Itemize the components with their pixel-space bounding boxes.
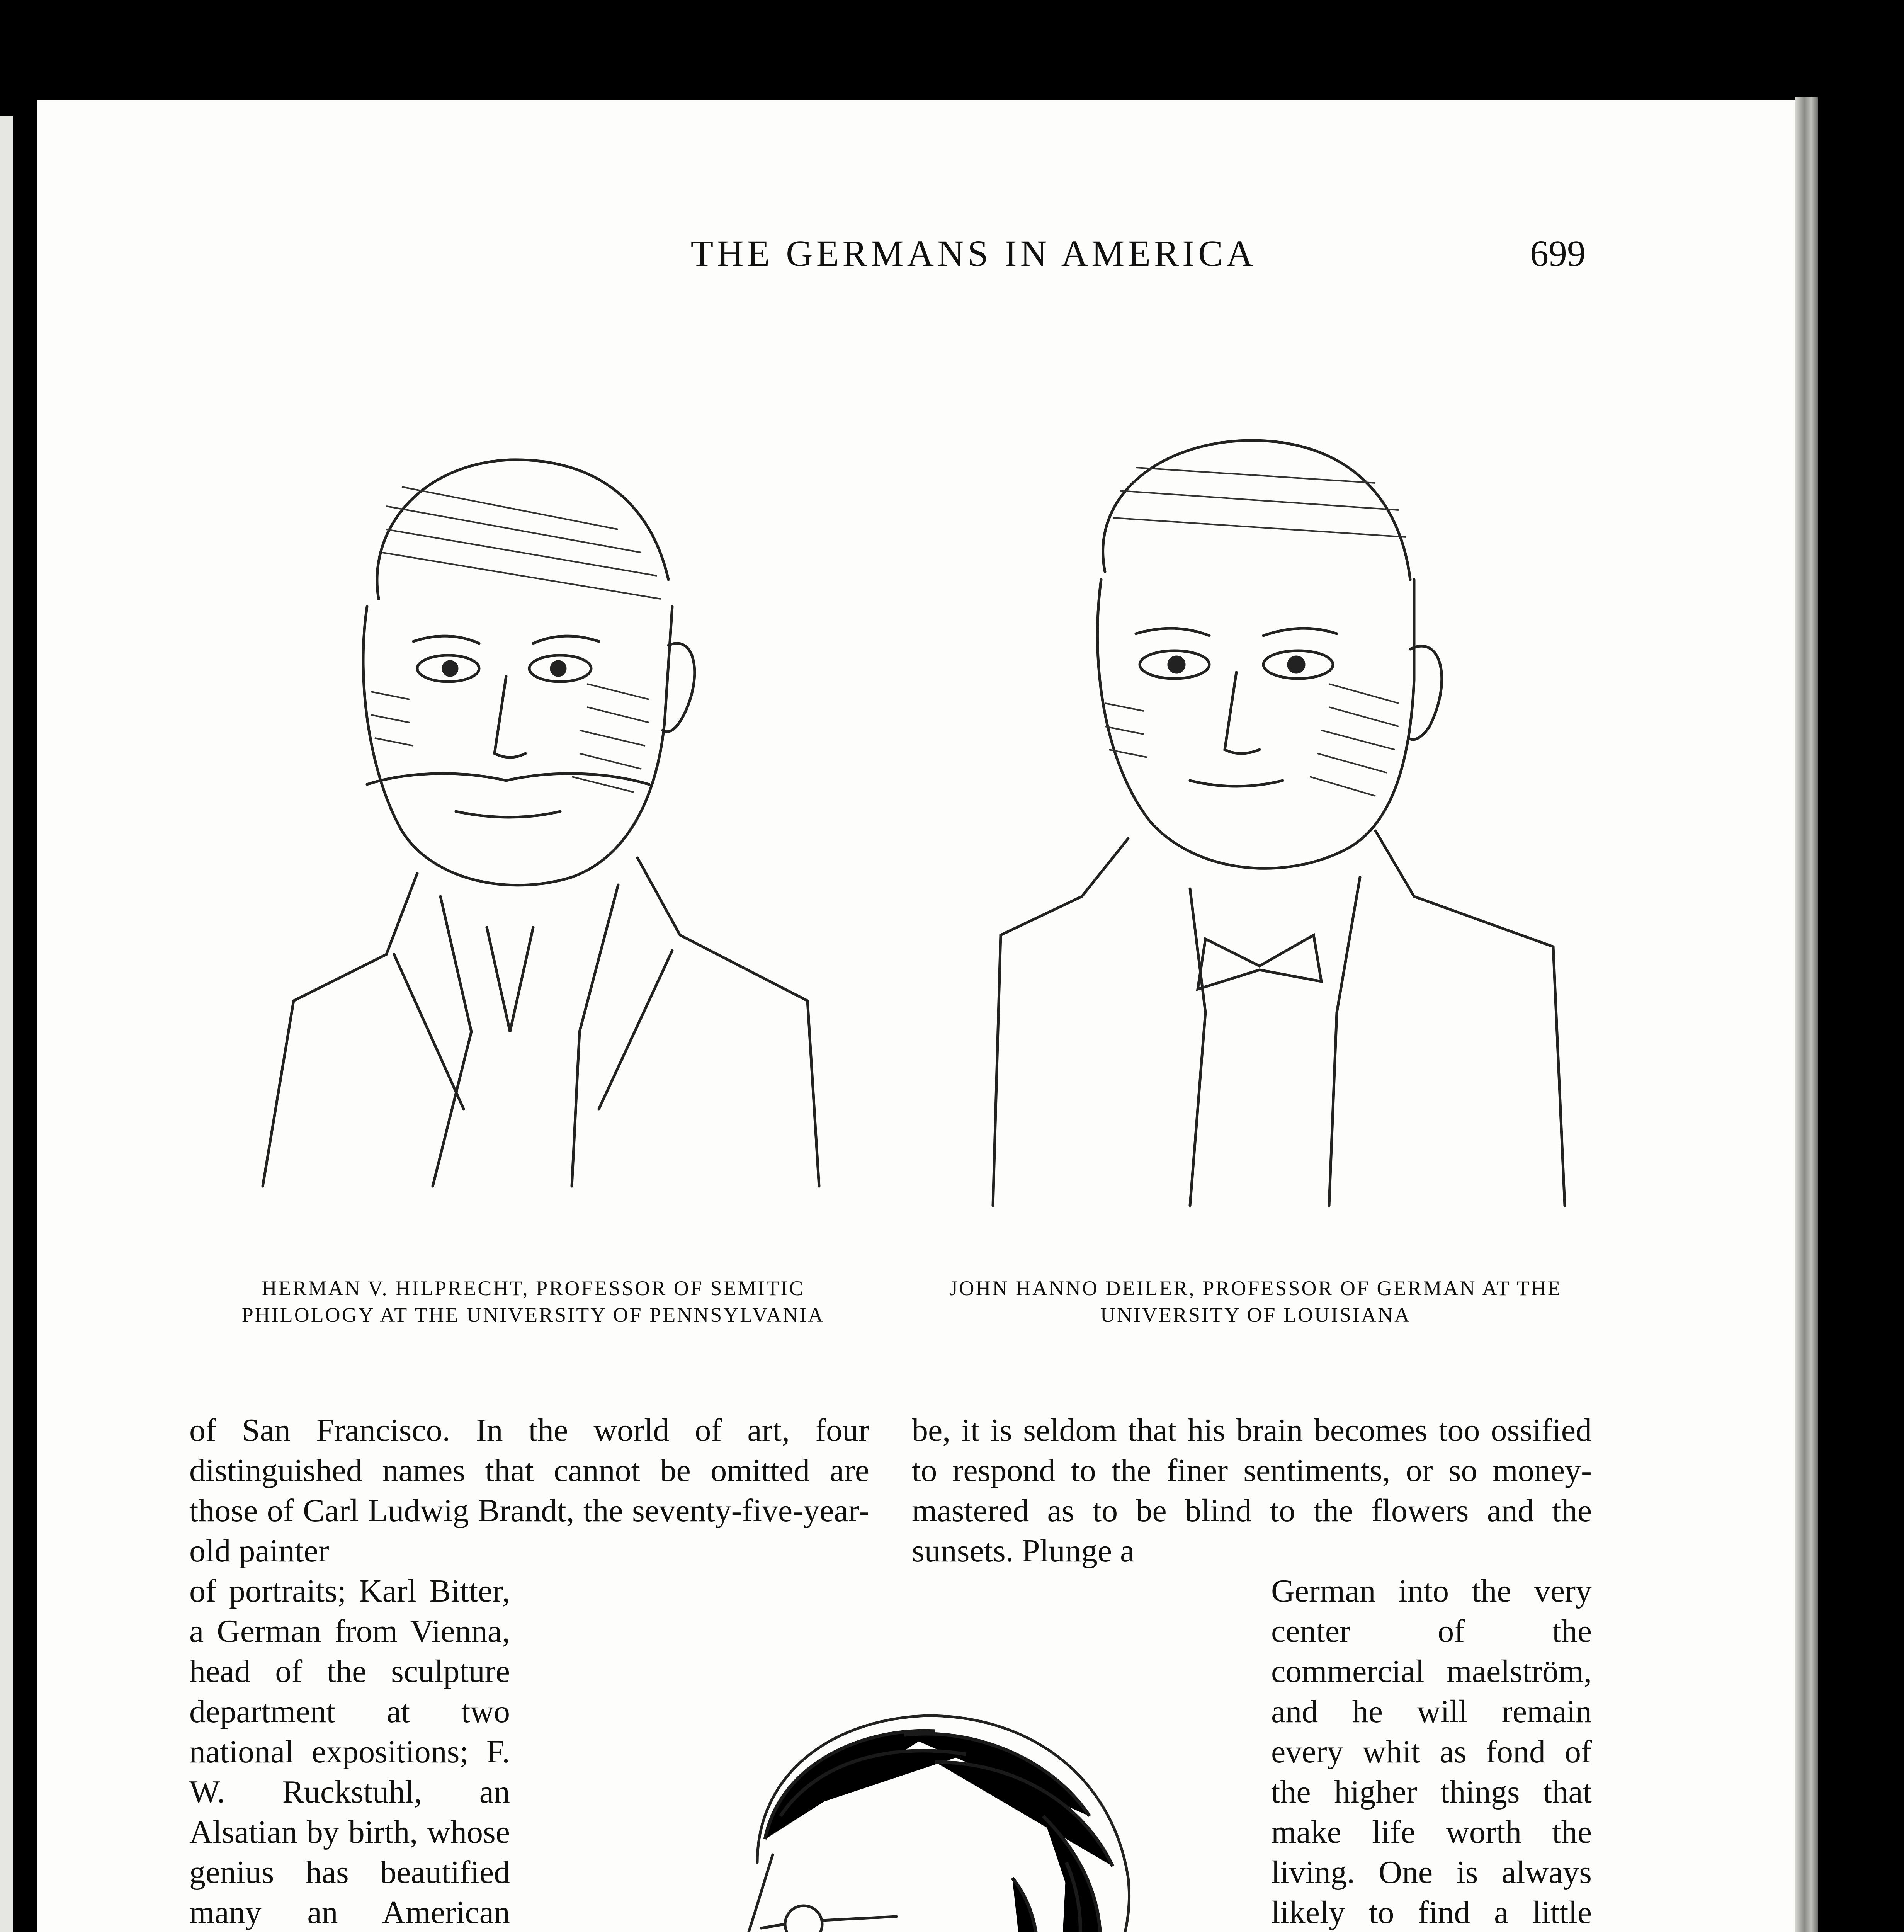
paragraph: of San Francisco. In the world of art, four distinguished names that cannot be omitted are those of Carl Ludwig Brandt, the seventy-five-year-old painter [189, 1412, 869, 1569]
right-column-top [912, 1410, 1592, 1571]
caption-hilprecht: HERMAN V. HILPRECHT, PROFESSOR OF SEMITIC PHILOLOGY AT THE UNIVERSITY OF PENNSYLVANIA [241, 1277, 825, 1327]
page-stack-edge [1795, 97, 1818, 1932]
left-column-top [189, 1410, 869, 1571]
paragraph: German into the very center of the commercial maelström, and he will remain every whit as fond of the higher things that make life worth the living. One is always likely to find a little [1271, 1573, 1592, 1930]
portrait-hilprecht [240, 452, 827, 1202]
running-title: THE GERMANS IN AMERICA [690, 233, 1257, 274]
paragraph: of portraits; Karl Bitter, a German from Vienna, head of the sculpture department at two national expositions; F. W. Ruckstuhl, an Alsatian by birth, whose genius has beautified many an American [189, 1573, 510, 1930]
page-number: 699 [1530, 233, 1586, 274]
left-narrow-column [189, 1571, 510, 1932]
paragraph: be, it is seldom that his brain becomes too ossified to respond to the finer sentiments, or so money-mastered as to be blind to the flowers and the sunsets. Plunge a [912, 1412, 1592, 1569]
portrait-haupt [665, 1700, 1205, 1932]
caption-deiler: JOHN HANNO DEILER, PROFESSOR OF GERMAN AT THE UNIVERSITY OF LOUISIANA [949, 1277, 1562, 1327]
adjacent-page-edge [0, 116, 13, 1932]
portrait-deiler [989, 433, 1569, 1213]
right-narrow-column [1271, 1571, 1592, 1932]
